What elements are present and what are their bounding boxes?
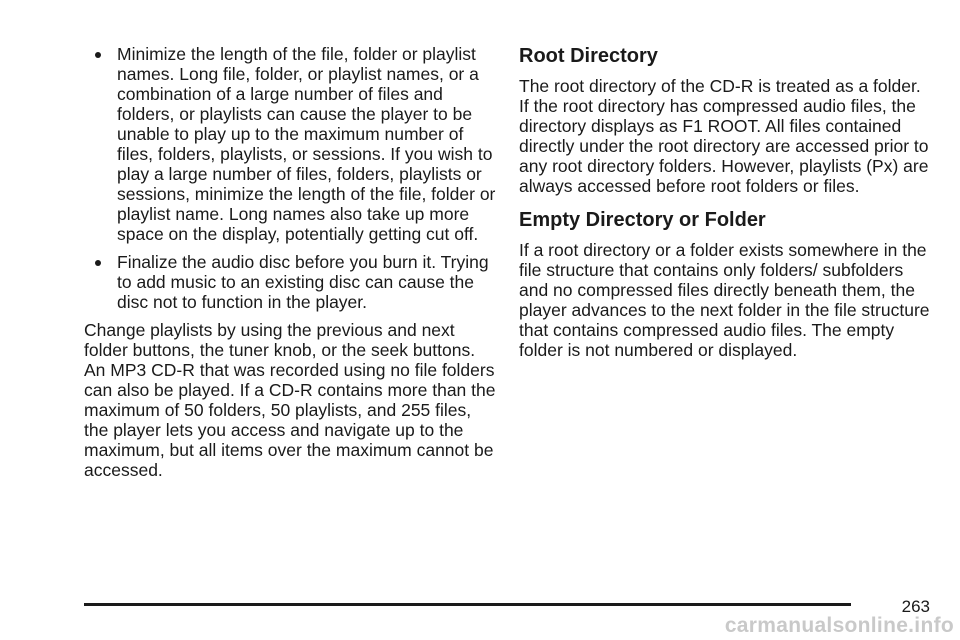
section-heading-root-directory: Root Directory xyxy=(519,45,658,67)
bullet-text: Finalize the audio disc before you burn it. Trying to add music to an existing disc can cause the disc not to function in the player. xyxy=(117,252,489,312)
footer-rule xyxy=(84,603,851,606)
section-heading-empty-directory: Empty Directory or Folder xyxy=(519,209,766,231)
left-column xyxy=(84,44,496,480)
bullet-list xyxy=(84,44,496,312)
section-body-empty-directory: If a root directory or a folder exists somewhere in the file structure that contains only folders/ subfolders and no compressed files directly beneath them, the player advances to the next folder in the file structure that contains compressed audio files. The empty folder is not numbered or displayed. xyxy=(519,240,930,360)
bullet-text: Minimize the length of the file, folder or playlist names. Long file, folder, or playlist names, or a combination of a large number of files and folders, or playlists can cause the player to be unable to play up to the maximum number of files, folders, playlists, or sessions. If you wish to play a large number of files, folders, playlists or sessions, minimize the length of the file, folder or playlist name. Long names also take up more space on the display, potentially getting cut off. xyxy=(117,44,496,244)
body-paragraph: Change playlists by using the previous and next folder buttons, the tuner knob, or the seek buttons. An MP3 CD-R that was recorded using no file folders can also be played. If a CD-R contains more than the maximum of 50 folders, 50 playlists, and 255 files, the player lets you access and navigate up to the maximum, but all items over the maximum cannot be accessed. xyxy=(84,320,496,480)
watermark: carmanualsonline.info xyxy=(724,614,954,637)
bullet-icon xyxy=(95,260,101,266)
list-item xyxy=(84,252,496,312)
list-item xyxy=(84,44,496,244)
bullet-icon xyxy=(95,52,101,58)
section-body-root-directory: The root directory of the CD-R is treated as a folder. If the root directory has compressed audio files, the directory displays as F1 ROOT. All files contained directly under the root directory are accessed prior to any root directory folders. However, playlists (Px) are always accessed before root folders or files. xyxy=(519,76,929,196)
right-column xyxy=(519,44,931,360)
page-number: 263 xyxy=(901,597,930,616)
